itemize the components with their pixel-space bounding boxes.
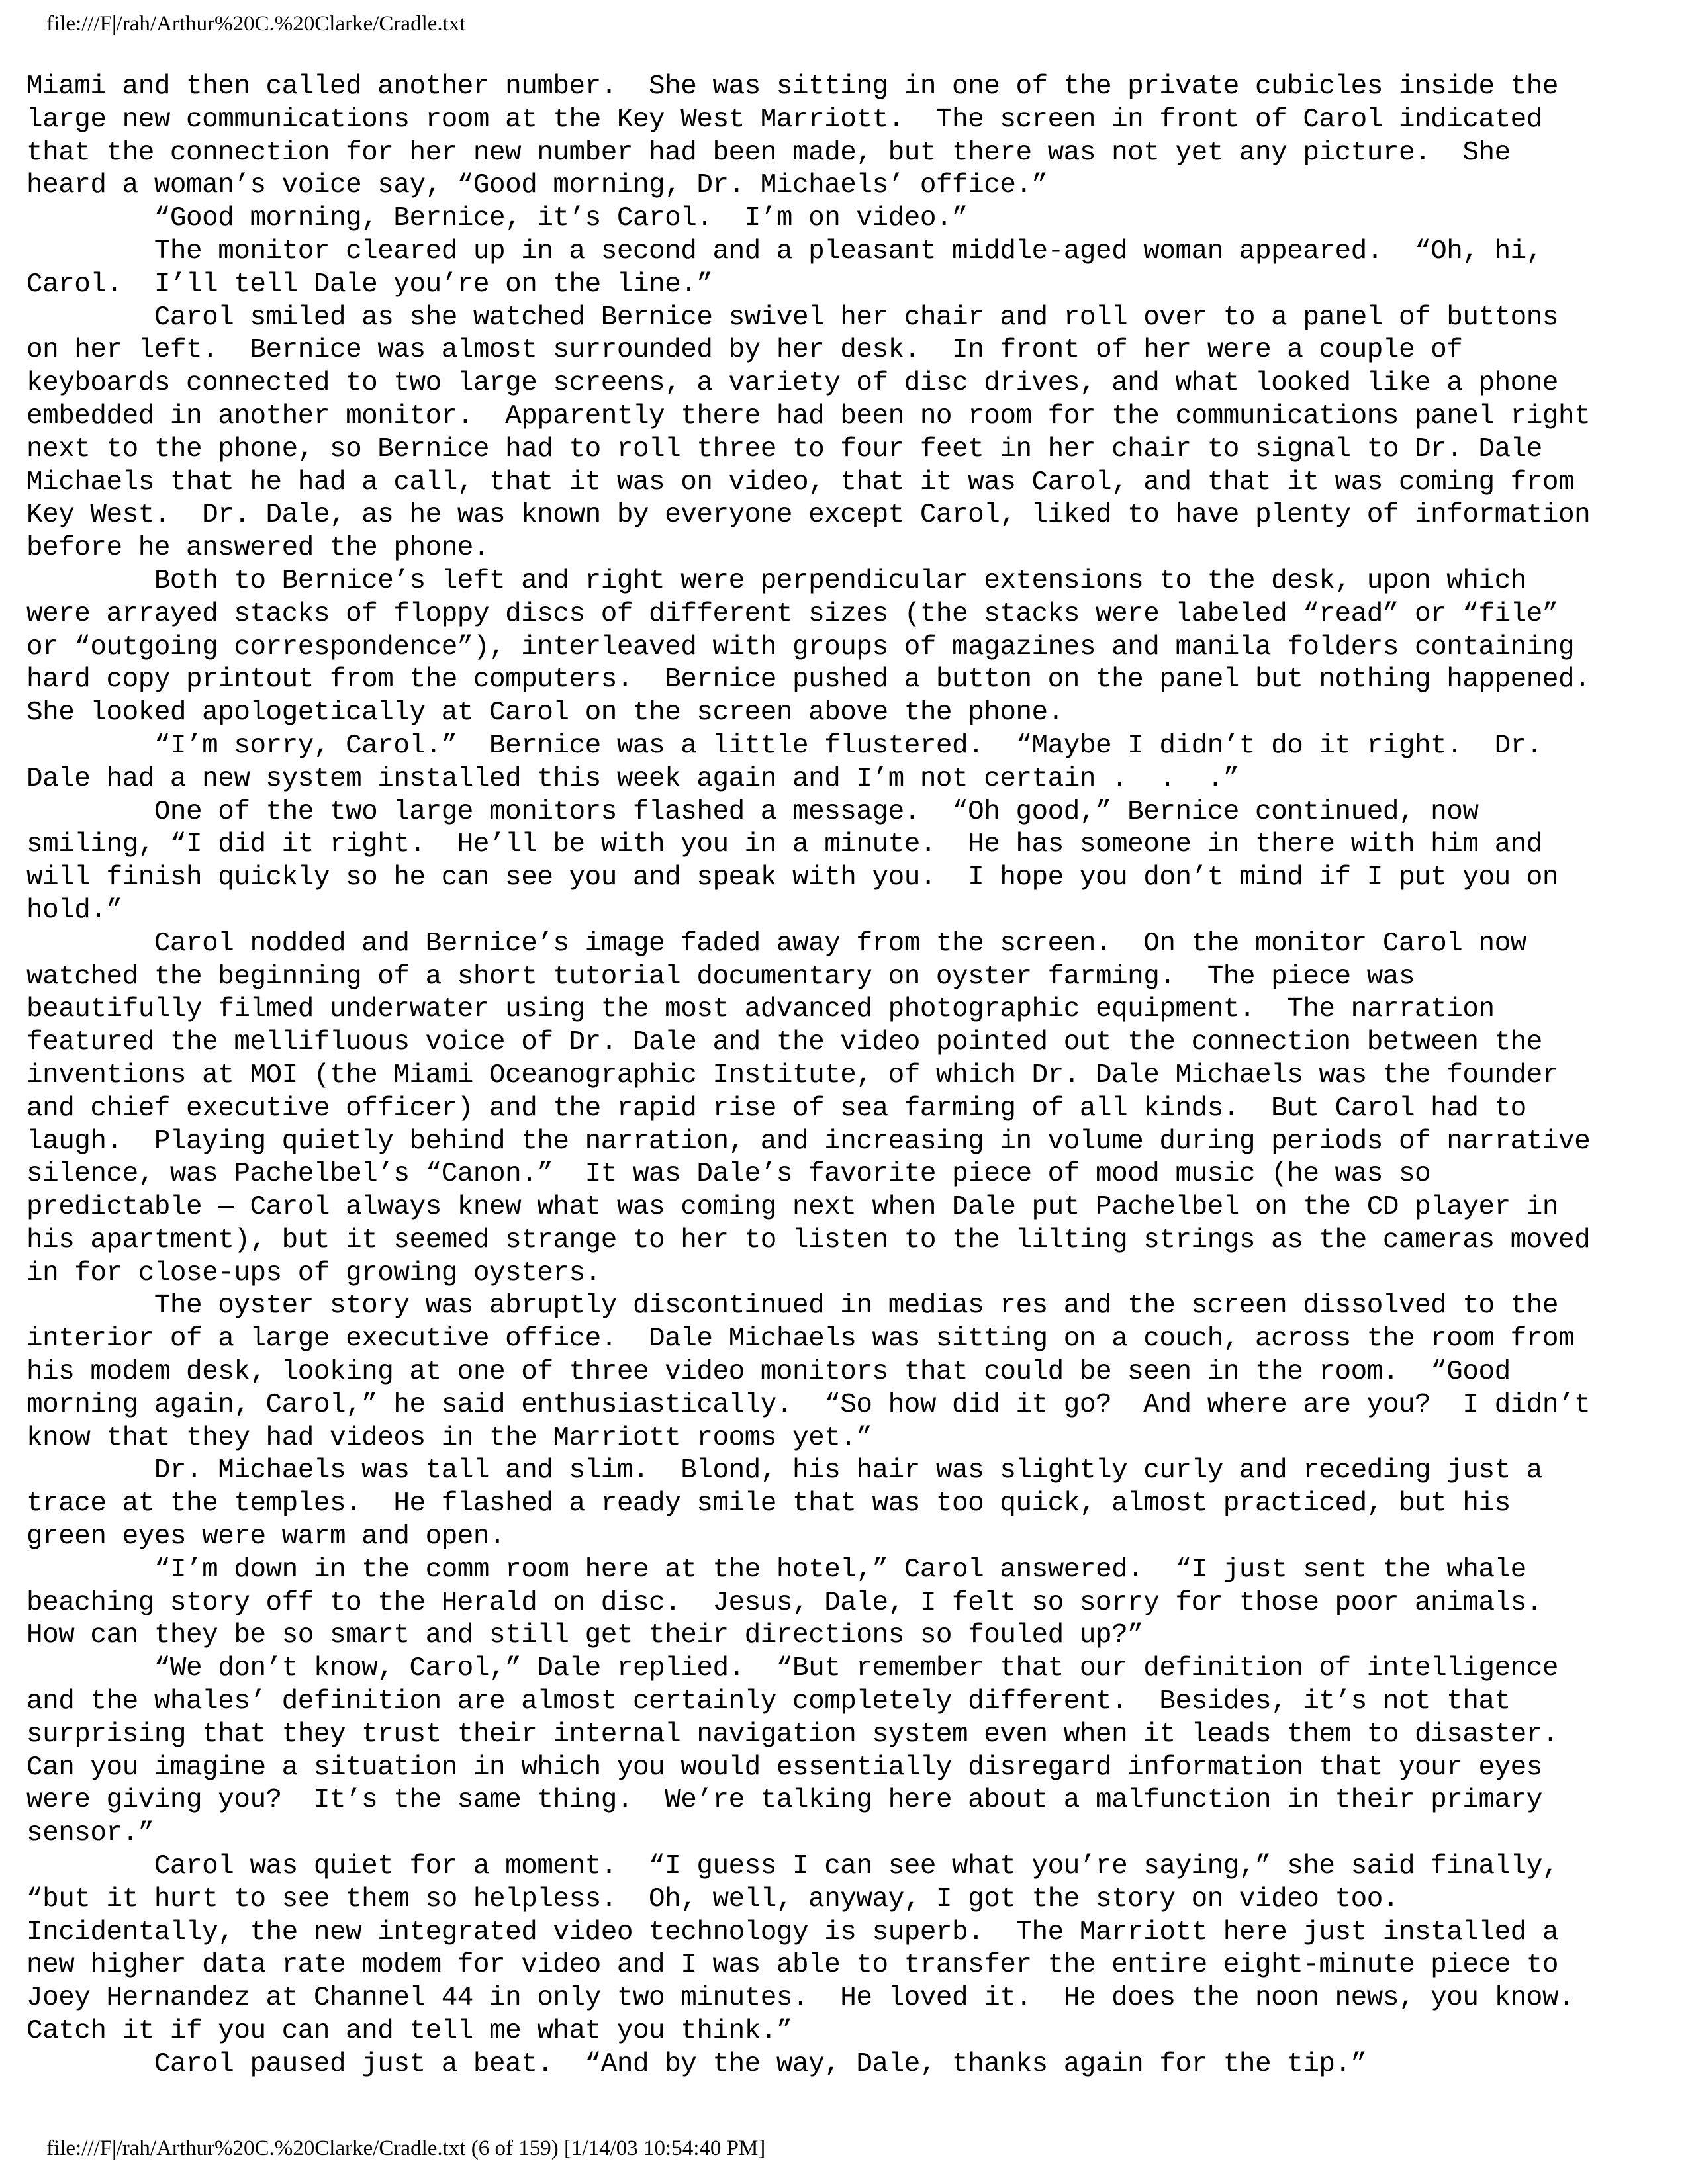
- text-line: morning again, Carol,” he said enthusiastically. “So how did it go? And where are you? I didn’t: [26, 1389, 1591, 1420]
- text-line: Carol. I’ll tell Dale you’re on the line.”: [26, 269, 713, 300]
- text-line: large new communications room at the Key West Marriott. The screen in front of Carol indicated: [26, 104, 1542, 135]
- text-line: Key West. Dr. Dale, as he was known by everyone except Carol, liked to have plenty of information: [26, 500, 1591, 531]
- text-line: She looked apologetically at Carol on the screen above the phone.: [26, 698, 1064, 729]
- text-line: in for close-ups of growing oysters.: [26, 1257, 601, 1289]
- text-line: watched the beginning of a short tutorial documentary on oyster farming. The piece was: [26, 961, 1415, 992]
- text-line: his modem desk, looking at one of three video monitors that could be seen in the room. “Good: [26, 1357, 1511, 1388]
- text-line: silence, was Pachelbel’s “Canon.” It was Dale’s favorite piece of mood music (he was so: [26, 1159, 1431, 1190]
- text-line: were arrayed stacks of floppy discs of different sizes (the stacks were labeled “read” or “file”: [26, 598, 1558, 629]
- text-line: Can you imagine a situation in which you would essentially disregard information that your eyes: [26, 1752, 1542, 1783]
- text-line: laugh. Playing quietly behind the narration, and increasing in volume during periods of narrative: [26, 1126, 1591, 1157]
- document-body: [26, 71, 1668, 2081]
- text-line: Carol smiled as she watched Bernice swivel her chair and roll over to a panel of buttons: [26, 302, 1558, 333]
- text-line: Catch it if you can and tell me what you think.”: [26, 2016, 792, 2047]
- text-line: will finish quickly so he can see you and speak with you. I hope you don’t mind if I put you on: [26, 862, 1558, 893]
- text-line: Carol paused just a beat. “And by the way, Dale, thanks again for the tip.”: [26, 2048, 1367, 2079]
- text-line: embedded in another monitor. Apparently there had been no room for the communications panel right: [26, 400, 1591, 432]
- text-line: inventions at MOI (the Miami Oceanographic Institute, of which Dr. Dale Michaels was the founder: [26, 1060, 1558, 1091]
- text-line: “Good morning, Bernice, it’s Carol. I’m on video.”: [26, 203, 968, 234]
- text-line: surprising that they trust their internal navigation system even when it leads them to disaster.: [26, 1719, 1558, 1750]
- text-line: sensor.”: [26, 1818, 154, 1849]
- text-line: on her left. Bernice was almost surrounded by her desk. In front of her were a couple of: [26, 335, 1463, 366]
- text-line: Carol nodded and Bernice’s image faded away from the screen. On the monitor Carol now: [26, 928, 1526, 959]
- text-line: The monitor cleared up in a second and a pleasant middle-aged woman appeared. “Oh, hi,: [26, 236, 1542, 267]
- text-line: Michaels that he had a call, that it was on video, that it was Carol, and that it was coming from: [26, 467, 1575, 498]
- text-line: How can they be so smart and still get their directions so fouled up?”: [26, 1620, 1144, 1651]
- text-line: keyboards connected to two large screens, a variety of disc drives, and what looked like a phone: [26, 368, 1558, 399]
- text-line: Dr. Michaels was tall and slim. Blond, his hair was slightly curly and receding just a: [26, 1455, 1542, 1486]
- text-line: Both to Bernice’s left and right were perpendicular extensions to the desk, upon which: [26, 565, 1526, 596]
- text-line: hold.”: [26, 895, 122, 926]
- text-line: featured the mellifluous voice of Dr. Dale and the video pointed out the connection between the: [26, 1027, 1542, 1058]
- text-line: Miami and then called another number. She was sitting in one of the private cubicles inside the: [26, 71, 1558, 102]
- page-header-url: file:///F|/rah/Arthur%20C.%20Clarke/Cradle.txt: [46, 12, 466, 36]
- text-line: that the connection for her new number had been made, but there was not yet any picture. She: [26, 137, 1511, 168]
- text-line: “We don’t know, Carol,” Dale replied. “But remember that our definition of intelligence: [26, 1653, 1558, 1684]
- text-line: “I’m sorry, Carol.” Bernice was a little flustered. “Maybe I didn’t do it right. Dr.: [26, 730, 1542, 761]
- text-line: green eyes were warm and open.: [26, 1522, 506, 1553]
- text-line: The oyster story was abruptly discontinued in medias res and the screen dissolved to the: [26, 1291, 1558, 1322]
- text-line: beaching story off to the Herald on disc. Jesus, Dale, I felt so sorry for those poor animals.: [26, 1587, 1542, 1618]
- text-line: heard a woman’s voice say, “Good morning, Dr. Michaels’ office.”: [26, 170, 1048, 201]
- text-line: smiling, “I did it right. He’ll be with you in a minute. He has someone in there with him and: [26, 829, 1542, 860]
- text-line: Joey Hernandez at Channel 44 in only two minutes. He loved it. He does the noon news, you know.: [26, 1983, 1575, 2014]
- text-line: his apartment), but it seemed strange to her to listen to the lilting strings as the cameras moved: [26, 1224, 1591, 1255]
- text-line: were giving you? It’s the same thing. We’re talking here about a malfunction in their primary: [26, 1785, 1542, 1816]
- text-line: “but it hurt to see them so helpless. Oh, well, anyway, I got the story on video too.: [26, 1884, 1399, 1915]
- text-line: predictable — Carol always knew what was coming next when Dale put Pachelbel on the CD player in: [26, 1192, 1558, 1223]
- text-line: “I’m down in the comm room here at the hotel,” Carol answered. “I just sent the whale: [26, 1554, 1526, 1585]
- text-line: and the whales’ definition are almost certainly completely different. Besides, it’s not that: [26, 1686, 1511, 1717]
- text-line: and chief executive officer) and the rapid rise of sea farming of all kinds. But Carol had to: [26, 1093, 1526, 1124]
- page-footer-info: file:///F|/rah/Arthur%20C.%20Clarke/Cradle.txt (6 of 159) [1/14/03 10:54:40 PM]: [46, 2136, 766, 2160]
- text-line: new higher data rate modem for video and I was able to transfer the entire eight-minute piece to: [26, 1950, 1558, 1981]
- text-line: Dale had a new system installed this week again and I’m not certain . . .”: [26, 763, 1239, 794]
- text-line: trace at the temples. He flashed a ready smile that was too quick, almost practiced, but his: [26, 1488, 1511, 1520]
- text-line: hard copy printout from the computers. Bernice pushed a button on the panel but nothing happened.: [26, 664, 1591, 696]
- text-line: Incidentally, the new integrated video technology is superb. The Marriott here just installed a: [26, 1917, 1558, 1948]
- text-line: Carol was quiet for a moment. “I guess I can see what you’re saying,” she said finally,: [26, 1851, 1558, 1882]
- text-line: know that they had videos in the Marriott rooms yet.”: [26, 1422, 872, 1453]
- text-line: or “outgoing correspondence”), interleaved with groups of magazines and manila folders containing: [26, 631, 1575, 662]
- text-line: beautifully filmed underwater using the most advanced photographic equipment. The narration: [26, 994, 1495, 1025]
- text-line: One of the two large monitors flashed a message. “Oh good,” Bernice continued, now: [26, 796, 1479, 827]
- text-line: before he answered the phone.: [26, 533, 490, 564]
- text-line: next to the phone, so Bernice had to roll three to four feet in her chair to signal to Dr. Dale: [26, 433, 1542, 465]
- text-line: interior of a large executive office. Dale Michaels was sitting on a couch, across the room from: [26, 1324, 1575, 1355]
